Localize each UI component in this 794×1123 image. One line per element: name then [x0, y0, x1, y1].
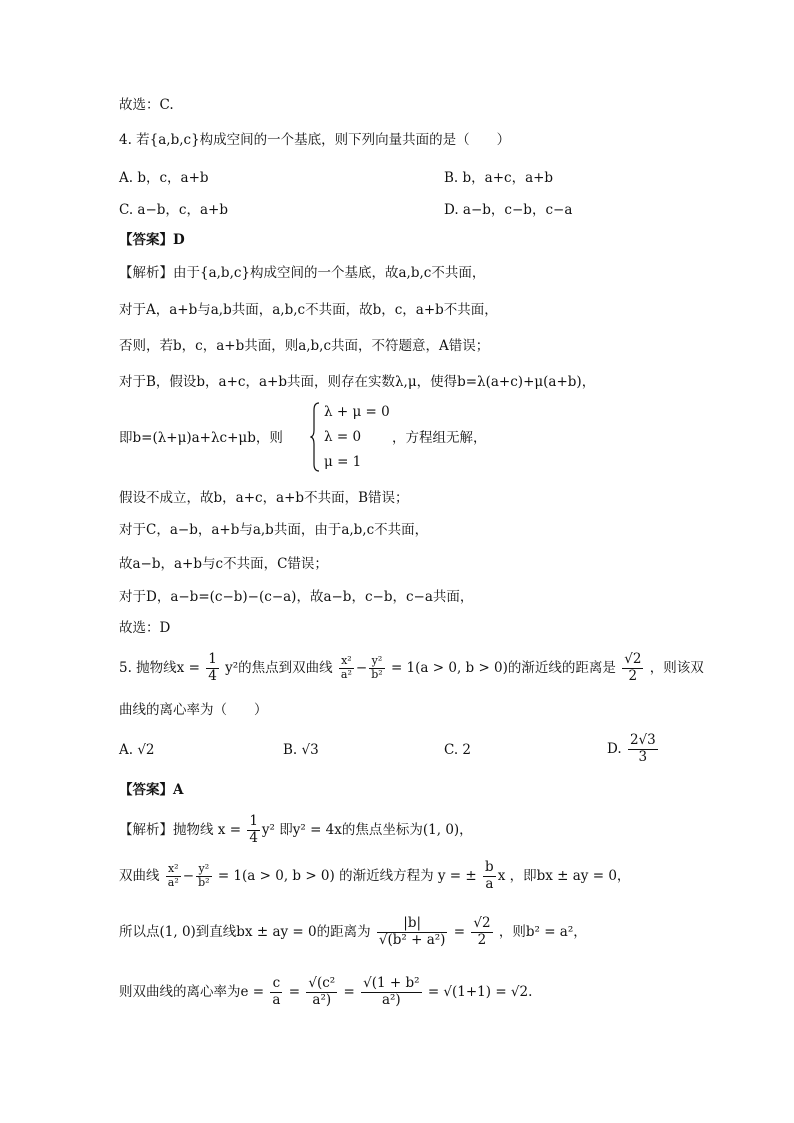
q4-analysis-1: 【解析】由于{a,b,c}构成空间的一个基底，故a,b,c不共面， [119, 265, 486, 281]
q5-fraction-root2-over-2: $\frac{√2}{2}$ [624, 651, 642, 684]
q5-text-4: ，则该双 [649, 660, 704, 676]
q4-analysis-7: 对于C，a−b，a+b与a,b共面，由于a,b,c不共面， [119, 522, 429, 538]
q4-answer: 【答案】D [119, 232, 185, 248]
q5-option-d: D. $\frac{2√3}{3}$ [607, 732, 656, 765]
question-4-stem: 4. 若{a,b,c}构成空间的一个基底，则下列向量共面的是（ ） [119, 132, 511, 148]
q4-choose-d: 故选：D [119, 620, 171, 636]
q5-option-a: A. √2 [119, 742, 155, 758]
equation-system [310, 402, 390, 474]
q4-analysis-5a: 即b=(λ+μ)a+λc+μb，则 [119, 430, 283, 446]
q4-analysis-5b: ，方程组无解， [392, 430, 487, 446]
sol5-fraction-sqrt-c2a2: $\frac{\text{√(c²}}{\text{a²)}}$ [308, 975, 336, 1008]
q4-analysis-3: 否则，若b，c，a+b共面，则a,b,c共面，不符题意，A错误； [119, 338, 490, 354]
left-brace-icon [310, 402, 320, 472]
q4-analysis-6: 假设不成立，故b，a+c，a+b不共面，B错误； [119, 490, 409, 506]
q5-text-1: 5. 抛物线x = [119, 660, 200, 676]
q5-fraction-quarter: $\frac{1}{4}$ [208, 651, 217, 684]
q4-option-b: B. b，a+c，a+b [444, 170, 554, 186]
q5-analysis-3: 所以点(1, 0)到直线bx ± ay = 0的距离为 $\frac{|b|}{\text{√(b² + a²)}}$ = $\frac{√2}{2}$ ，则b² = a²， [119, 915, 587, 948]
q5-option-d-fraction: $\frac{2√3}{3}$ [629, 732, 656, 765]
q5-text-3: = 1(a > 0, b > 0)的渐近线的距离是 [390, 660, 616, 676]
sol5-fraction-b-over-a: $\frac{b}{a}$ [485, 859, 494, 892]
q4-analysis-8: 故a−b，a+b与c不共面，C错误； [119, 556, 328, 572]
sol5-fraction-sqrt-1-b2a2: $\frac{\text{√(1 + b²}}{\text{a²)}}$ [363, 975, 420, 1008]
q5-answer: 【答案】A [119, 782, 184, 798]
system-row-2: λ = 0 [324, 429, 362, 445]
q4-option-a: A. b，c，a+b [119, 170, 209, 186]
q5-analysis-2: 双曲线 $\frac{\text{x²}}{\text{a²}}$ − $\frac{\text{y²}}{\text{b²}}$ = 1(a > 0, b > 0) 的渐近线方程为 y = ± $\frac{b}{a}$ x ，即bx ± ay = 0， [119, 859, 631, 892]
sol5-fraction-root2-over-2: $\frac{√2}{2}$ [473, 915, 491, 948]
q4-analysis-9: 对于D，a−b=(c−b)−(c−a)，故a−b，c−b，c−a共面， [119, 589, 474, 605]
sol5-fraction-c-over-a: $\frac{c}{a}$ [272, 975, 281, 1008]
question-5-stem-2: 曲线的离心率为（ ） [119, 702, 268, 718]
q5-option-c: C. 2 [444, 742, 472, 758]
sol5-fraction-quarter: $\frac{1}{4}$ [249, 813, 258, 846]
sol5-fraction-distance: $\frac{|b|}{\text{√(b² + a²)}}$ [378, 915, 446, 948]
q4-option-d: D. a−b，c−b，c−a [444, 202, 573, 218]
q5-fraction-x2a2: $\frac{\text{x²}}{\text{a²}}$ [340, 654, 352, 681]
q5-option-b: B. √3 [283, 742, 319, 758]
q4-analysis-4: 对于B，假设b，a+c，a+b共面，则存在实数λ,μ，使得b=λ(a+c)+μ(a+b)， [119, 374, 596, 390]
q5-analysis-4: 则双曲线的离心率为e = $\frac{c}{a}$ = $\frac{\text{√(c²}}{\text{a²)}}$ = $\frac{\text{√(1 + b²}}{\text{a²)}}$ = √(1+1) = √2. [119, 975, 533, 1008]
q5-fraction-y2b2: $\frac{\text{y²}}{\text{b²}}$ [371, 654, 383, 681]
q4-analysis-2: 对于A，a+b与a,b共面，a,b,c不共面，故b，c，a+b不共面， [119, 302, 498, 318]
q4-option-c: C. a−b，c，a+b [119, 202, 228, 218]
sol5-fraction-x2a2: $\frac{\text{x²}}{\text{a²}}$ [167, 862, 179, 889]
system-row-1: λ + μ = 0 [324, 404, 390, 420]
system-row-3: μ = 1 [324, 454, 362, 470]
line-choose-c: 故选：C. [119, 97, 174, 113]
q5-text-2: y²的焦点到双曲线 [225, 660, 333, 676]
question-5-stem-1: 5. 抛物线x = $\frac{1}{4}$ y²的焦点到双曲线 $\frac{\text{x²}}{\text{a²}}$ − $\frac{\text{y²}}{\text{b²}}$ = 1(a > 0, b > 0)的渐近线的距离是 $\frac{√2}{2}$ ，则该双 [119, 651, 704, 684]
sol5-fraction-y2b2: $\frac{\text{y²}}{\text{b²}}$ [198, 862, 210, 889]
q5-analysis-1: 【解析】抛物线 x = $\frac{1}{4}$ y² 即y² = 4x的焦点坐标为(1, 0)， [119, 813, 473, 846]
